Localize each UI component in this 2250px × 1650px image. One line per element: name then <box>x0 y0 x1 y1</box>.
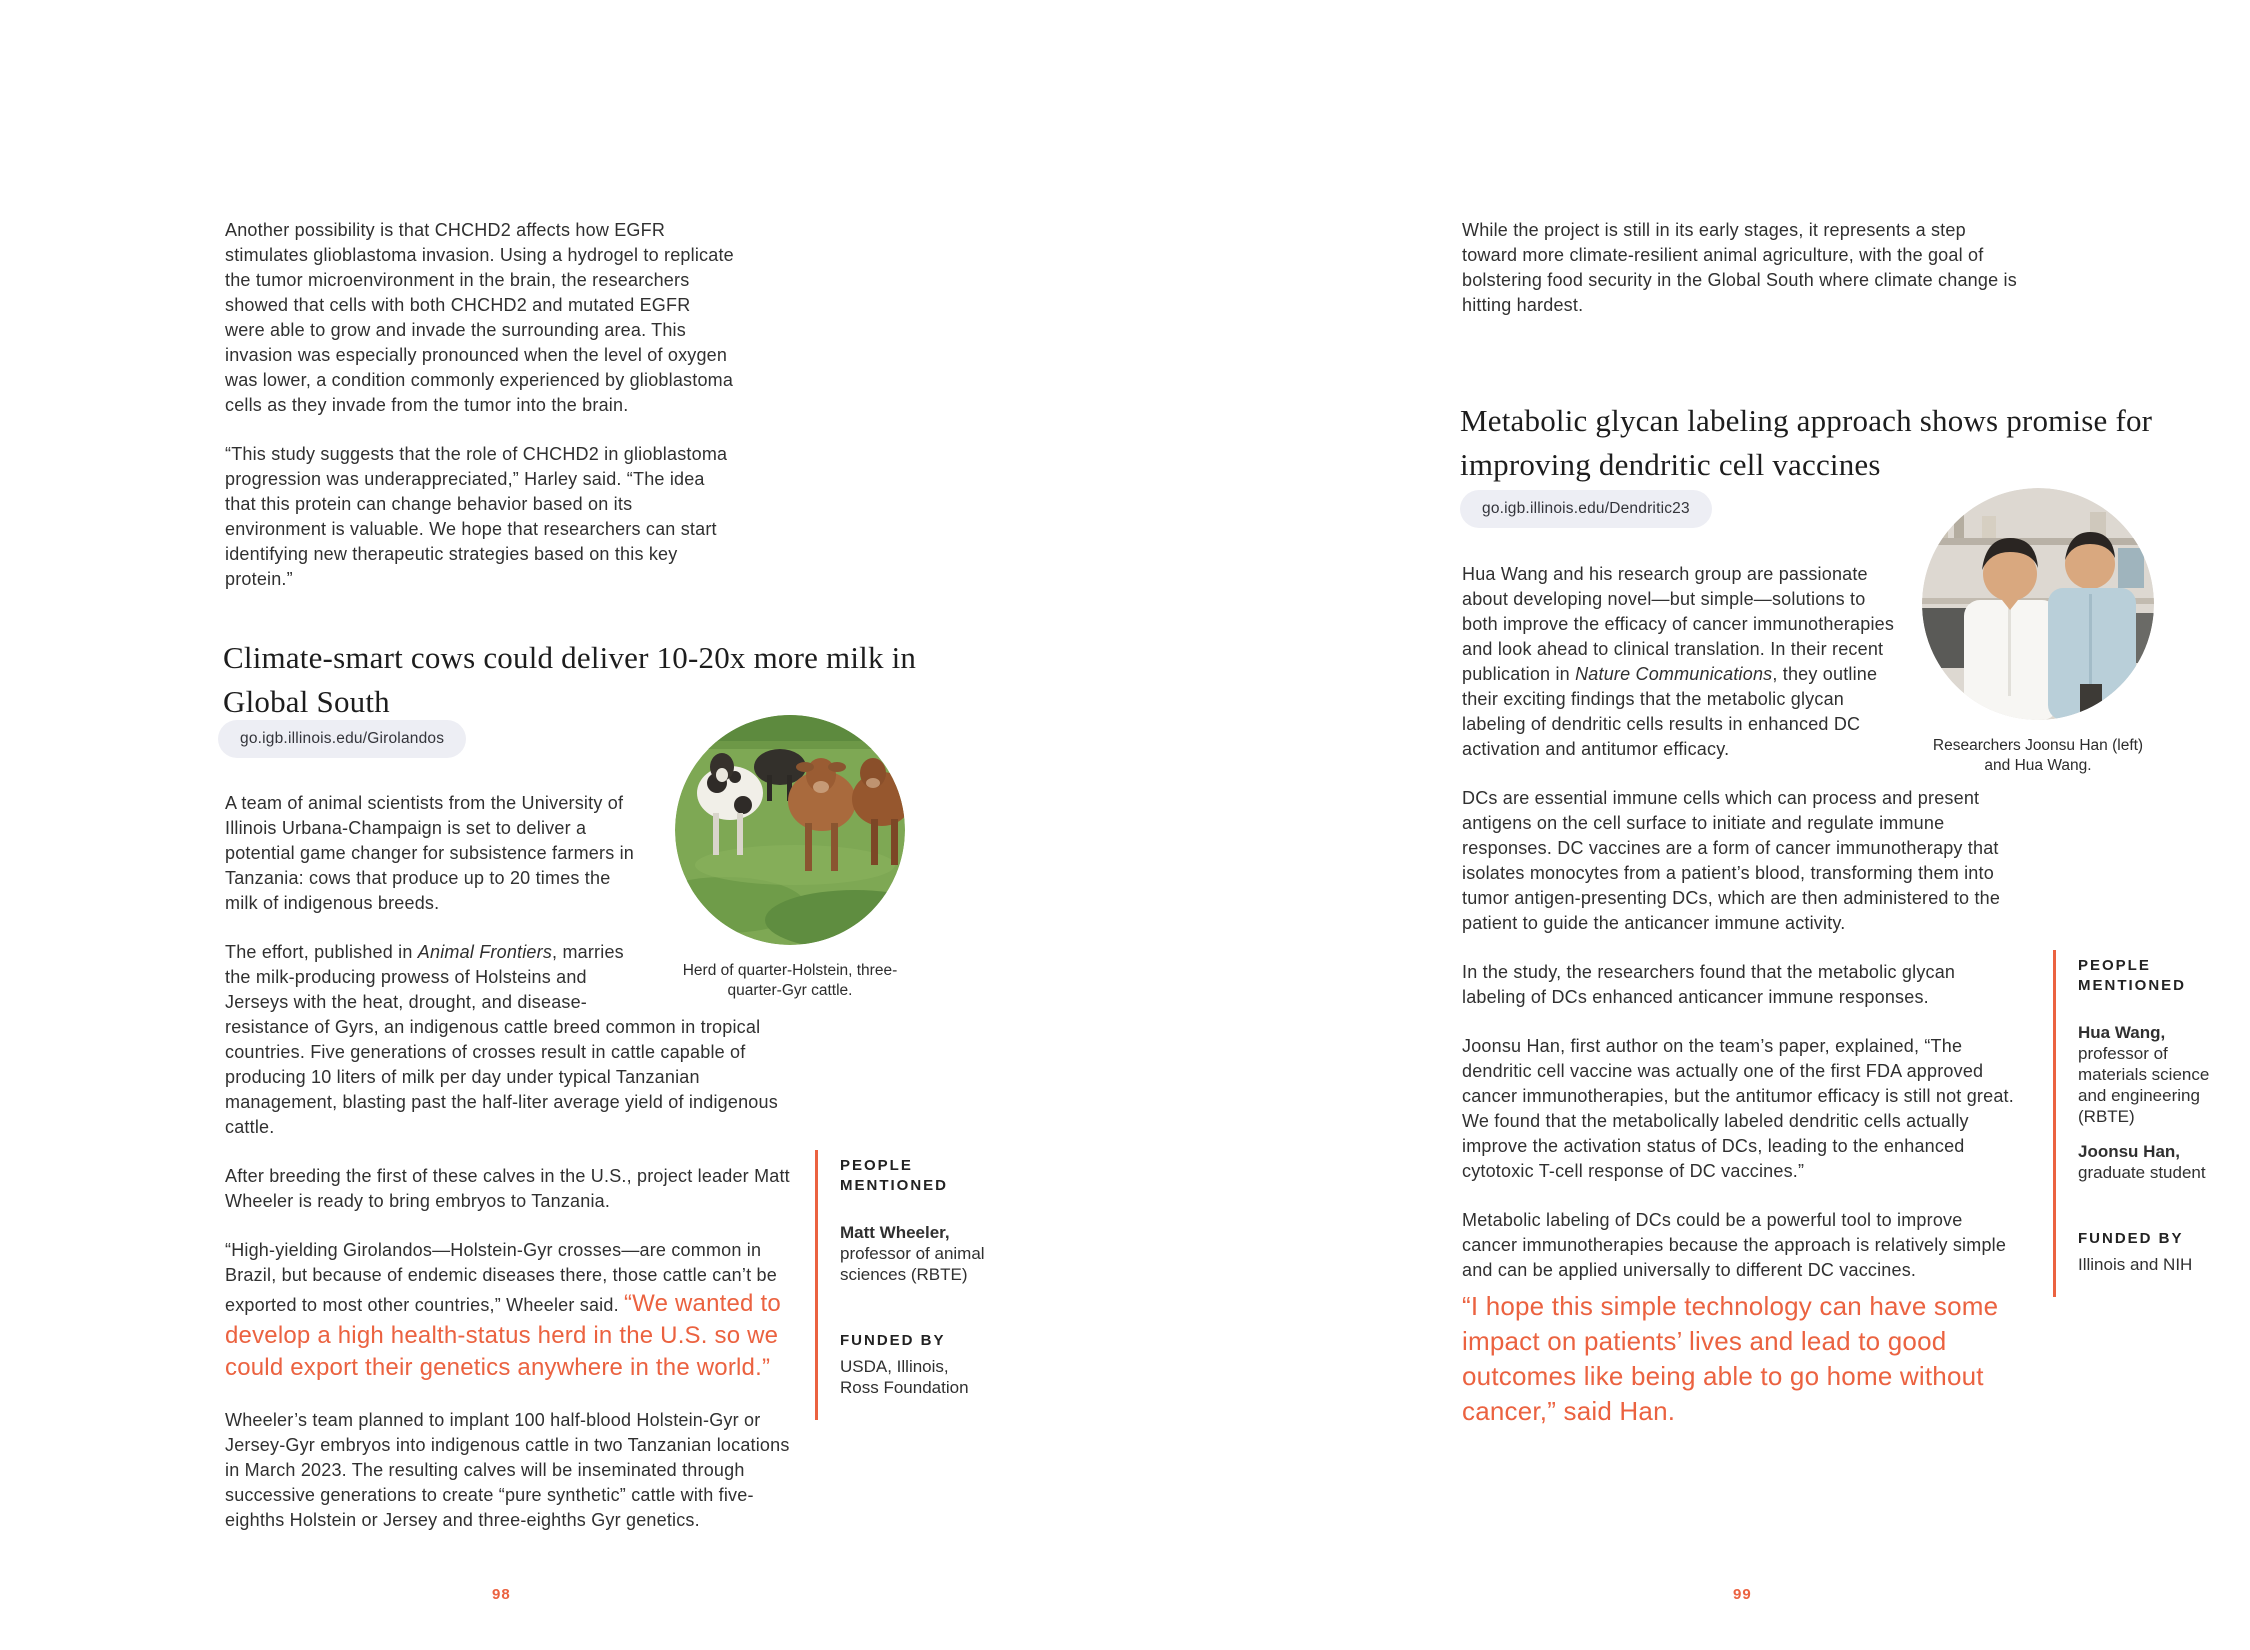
people-list <box>2078 1022 2228 1183</box>
researchers-photo <box>1922 488 2154 776</box>
paragraph: The effort, published in Animal Frontiers, marries the milk-producing prowess of Holsteins and Jerseys with the heat, drought, and disease-resistance of Gyrs, an indigenous cattle breed common in tropical countries. Five generations of crosses result in cattle capable of producing 10 liters of milk per day under typical Tanzanian management, blasting past the half-liter average yield of indigenous cattle. <box>225 942 778 1137</box>
intro-paragraphs-right <box>1462 218 2022 318</box>
article-link-badge-right[interactable]: go.igb.illinois.edu/Dendritic23 <box>1460 490 1712 528</box>
photo-caption-left: Herd of quarter-Holstein, three-quarter-Gyr cattle. <box>682 962 898 999</box>
page-number-left: 98 <box>492 1586 511 1603</box>
paragraph: Metabolic labeling of DCs could be a powerful tool to improve cancer immunotherapies because the approach is relatively simple and can be applied universally to different DC vaccines. <box>1462 1210 2007 1280</box>
funded-by-value: Illinois and NIH <box>2078 1255 2193 1274</box>
paragraph: Wheeler’s team planned to implant 100 half-blood Holstein-Gyr or Jersey-Gyr embryos into indigenous cattle in two Tanzanian locations in March 2023. The resulting calves will be inseminated through successive generations to create “pure synthetic” cattle with five-eighths Holstein or Jersey and three-eighths Gyr genetics. <box>225 1410 790 1530</box>
article-title-right: Metabolic glycan labeling approach shows promise for improving dendritic cell vaccines <box>1460 403 2153 482</box>
intro-paragraphs-left <box>225 218 735 592</box>
people-mentioned-header: PEOPLE MENTIONED <box>840 1157 948 1194</box>
people-list <box>840 1222 990 1285</box>
page-number-right: 99 <box>1733 1586 1752 1603</box>
paragraph: Hua Wang and his research group are passionate about developing novel—but simple—solutions to both improve the efficacy of cancer immunotherapies and look ahead to clinical translation. In their recent publication in Nature Communications, they outline their exciting findings that the metabolic glycan labeling of dendritic cells results in enhanced DC activation and antitumor efficacy. <box>1462 564 1895 759</box>
paragraph: Another possibility is that CHCHD2 affects how EGFR stimulates glioblastoma invasion. Using a hydrogel to replicate the tumor microenvironment in the brain, the researchers showed that cells with both CHCHD2 and mutated EGFR were able to grow and invade the surrounding area. This invasion was especially pronounced when the level of oxygen was lower, a condition commonly experienced by glioblastoma cells as they invade from the tumor into the brain. <box>225 220 734 415</box>
funded-by-value: USDA, Illinois, Ross Foundation <box>840 1357 969 1397</box>
cattle-photo <box>675 715 905 1001</box>
photo-caption-right: Researchers Joonsu Han (left) and Hua Wang. <box>1932 737 2144 774</box>
people-mentioned-sidebar-right <box>2053 950 2228 1297</box>
person-entry: Matt Wheeler, professor of animal sciences (RBTE) <box>840 1223 985 1284</box>
paragraph: While the project is still in its early stages, it represents a step toward more climate-resilient animal agriculture, with the goal of bolstering food security in the Global South where climate change is hitting hardest. <box>1462 220 2017 315</box>
cattle-photo-image <box>675 715 905 945</box>
paragraph: “High-yielding Girolandos—Holstein-Gyr crosses—are common in Brazil, but because of endemic diseases there, those cattle can’t be exported to most other countries,” Wheeler said. “We wanted to develop a high health-status herd in the U.S. so we could export their genetics anywhere in the world.” <box>225 1240 781 1381</box>
paragraph: DCs are essential immune cells which can process and present antigens on the cell surface to initiate and regulate immune responses. DC vaccines are a form of cancer immunotherapy that isolates monocytes from a patient’s blood, transforming them into tumor antigen-presenting DCs, which are then administered to the patient to guide the anticancer immune activity. <box>1462 788 2001 933</box>
paragraph: Joonsu Han, first author on the team’s paper, explained, “The dendritic cell vaccine was actually one of the first FDA approved cancer immunotherapies, but the antitumor efficacy is still not great. We found that the metabolically labeled dendritic cells actually improve the activation status of DCs, leading to the enhanced cytotoxic T-cell response of DC vaccines.” <box>1462 1036 2014 1181</box>
paragraph: “This study suggests that the role of CHCHD2 in glioblastoma progression was underappreciated,” Harley said. “The idea that this protein can change behavior based on its environment is valuable. We hope that researchers can start identifying new therapeutic strategies based on this key protein.” <box>225 444 728 589</box>
person-entry: Hua Wang, professor of materials science and engineering (RBTE) <box>2078 1023 2210 1126</box>
people-mentioned-header: PEOPLE MENTIONED <box>2078 957 2186 994</box>
people-mentioned-sidebar-left <box>815 1150 990 1420</box>
article-title-left: Climate-smart cows could deliver 10-20x more milk in Global South <box>223 640 917 719</box>
article-link-badge-left[interactable]: go.igb.illinois.edu/Girolandos <box>218 720 466 758</box>
researchers-photo-image <box>1922 488 2154 720</box>
pull-quote: “I hope this simple technology can have some impact on patients’ lives and lead to good outcomes like being able to go home without cancer,” said Han. <box>1462 1291 1999 1426</box>
paragraph: After breeding the first of these calves in the U.S., project leader Matt Wheeler is ready to bring embryos to Tanzania. <box>225 1166 790 1211</box>
paragraph: A team of animal scientists from the University of Illinois Urbana-Champaign is set to deliver a potential game changer for subsistence farmers in Tanzania: cows that produce up to 20 times the milk of indigenous breeds. <box>225 793 635 913</box>
person-entry: Joonsu Han, graduate student <box>2078 1142 2206 1182</box>
funded-by-header: FUNDED BY <box>840 1332 946 1349</box>
funded-by-header: FUNDED BY <box>2078 1230 2184 1247</box>
paragraph: In the study, the researchers found that the metabolic glycan labeling of DCs enhanced anticancer immune responses. <box>1462 962 1956 1007</box>
